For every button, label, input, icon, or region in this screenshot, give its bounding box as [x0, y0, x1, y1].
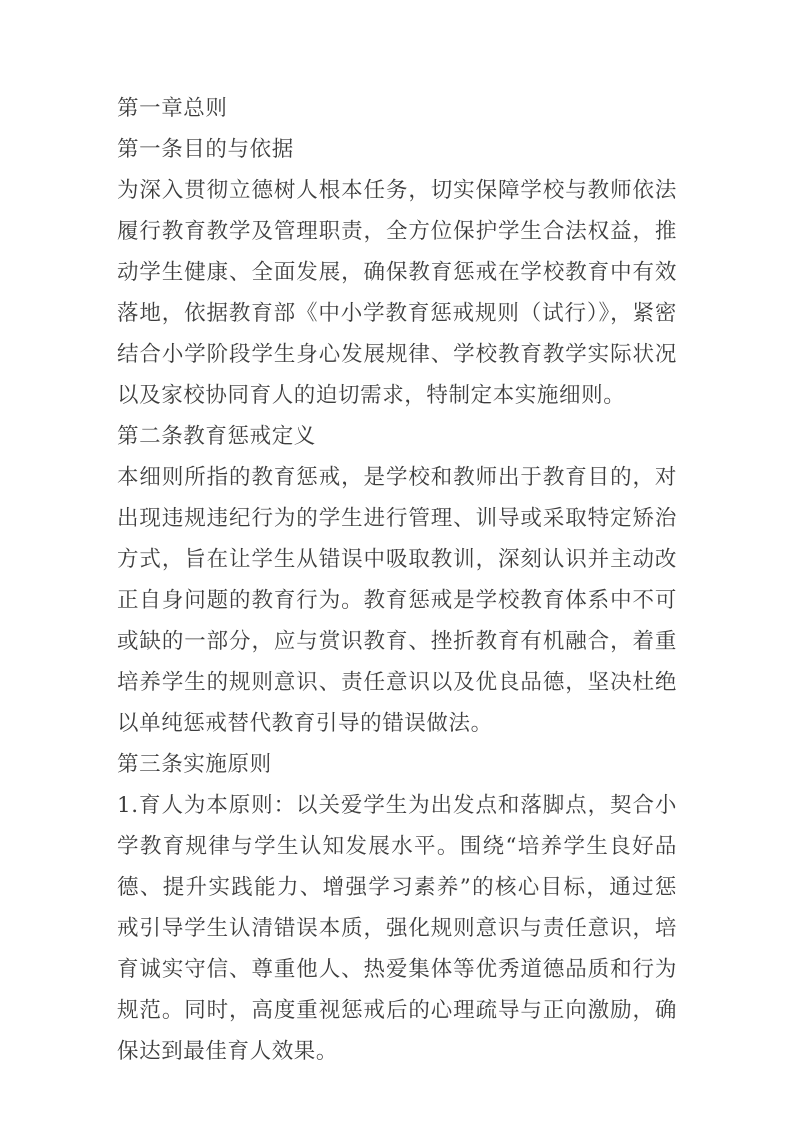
article-2-body: 本细则所指的教育惩戒，是学校和教师出于教育目的，对出现违规违纪行为的学生进行管理、训导或采取特定矫治方式，旨在让学生从错误中吸取教训，深刻认识并主动改正自身问题的教育行为。教育惩戒是学校教育体系中不可或缺的一部分，应与赏识教育、挫折教育有机融合，着重培养学生的规则意识、责任意识以及优良品德，坚决杜绝以单纯惩戒替代教育引导的错误做法。: [117, 465, 677, 736]
article-heading-2: 第二条教育惩戒定义: [117, 424, 316, 449]
article-heading-1: 第一条目的与依据: [117, 137, 294, 162]
article-3-item-1: 1.育人为本原则：以关爱学生为出发点和落脚点，契合小学教育规律与学生认知发展水平。围绕“培养学生良好品德、提升实践能力、增强学习素养”的核心目标，通过惩戒引导学生认清错误本质，强化规则意识与责任意识，培育诚实守信、尊重他人、热爱集体等优秀道德品质和行为规范。同时，高度重视惩戒后的心理疏导与正向激励，确保达到最佳育人效果。: [117, 793, 677, 1064]
document-text-body: [117, 88, 677, 1072]
chapter-heading-1: 第一章总则: [117, 96, 228, 121]
article-heading-3: 第三条实施原则: [117, 752, 272, 777]
article-1-body: 为深入贯彻立德树人根本任务，切实保障学校与教师依法履行教育教学及管理职责，全方位保护学生合法权益，推动学生健康、全面发展，确保教育惩戒在学校教育中有效落地，依据教育部《中小学教育惩戒规则（试行）》，紧密结合小学阶段学生身心发展规律、学校教育教学实际状况以及家校协同育人的迫切需求，特制定本实施细则。: [117, 178, 677, 408]
